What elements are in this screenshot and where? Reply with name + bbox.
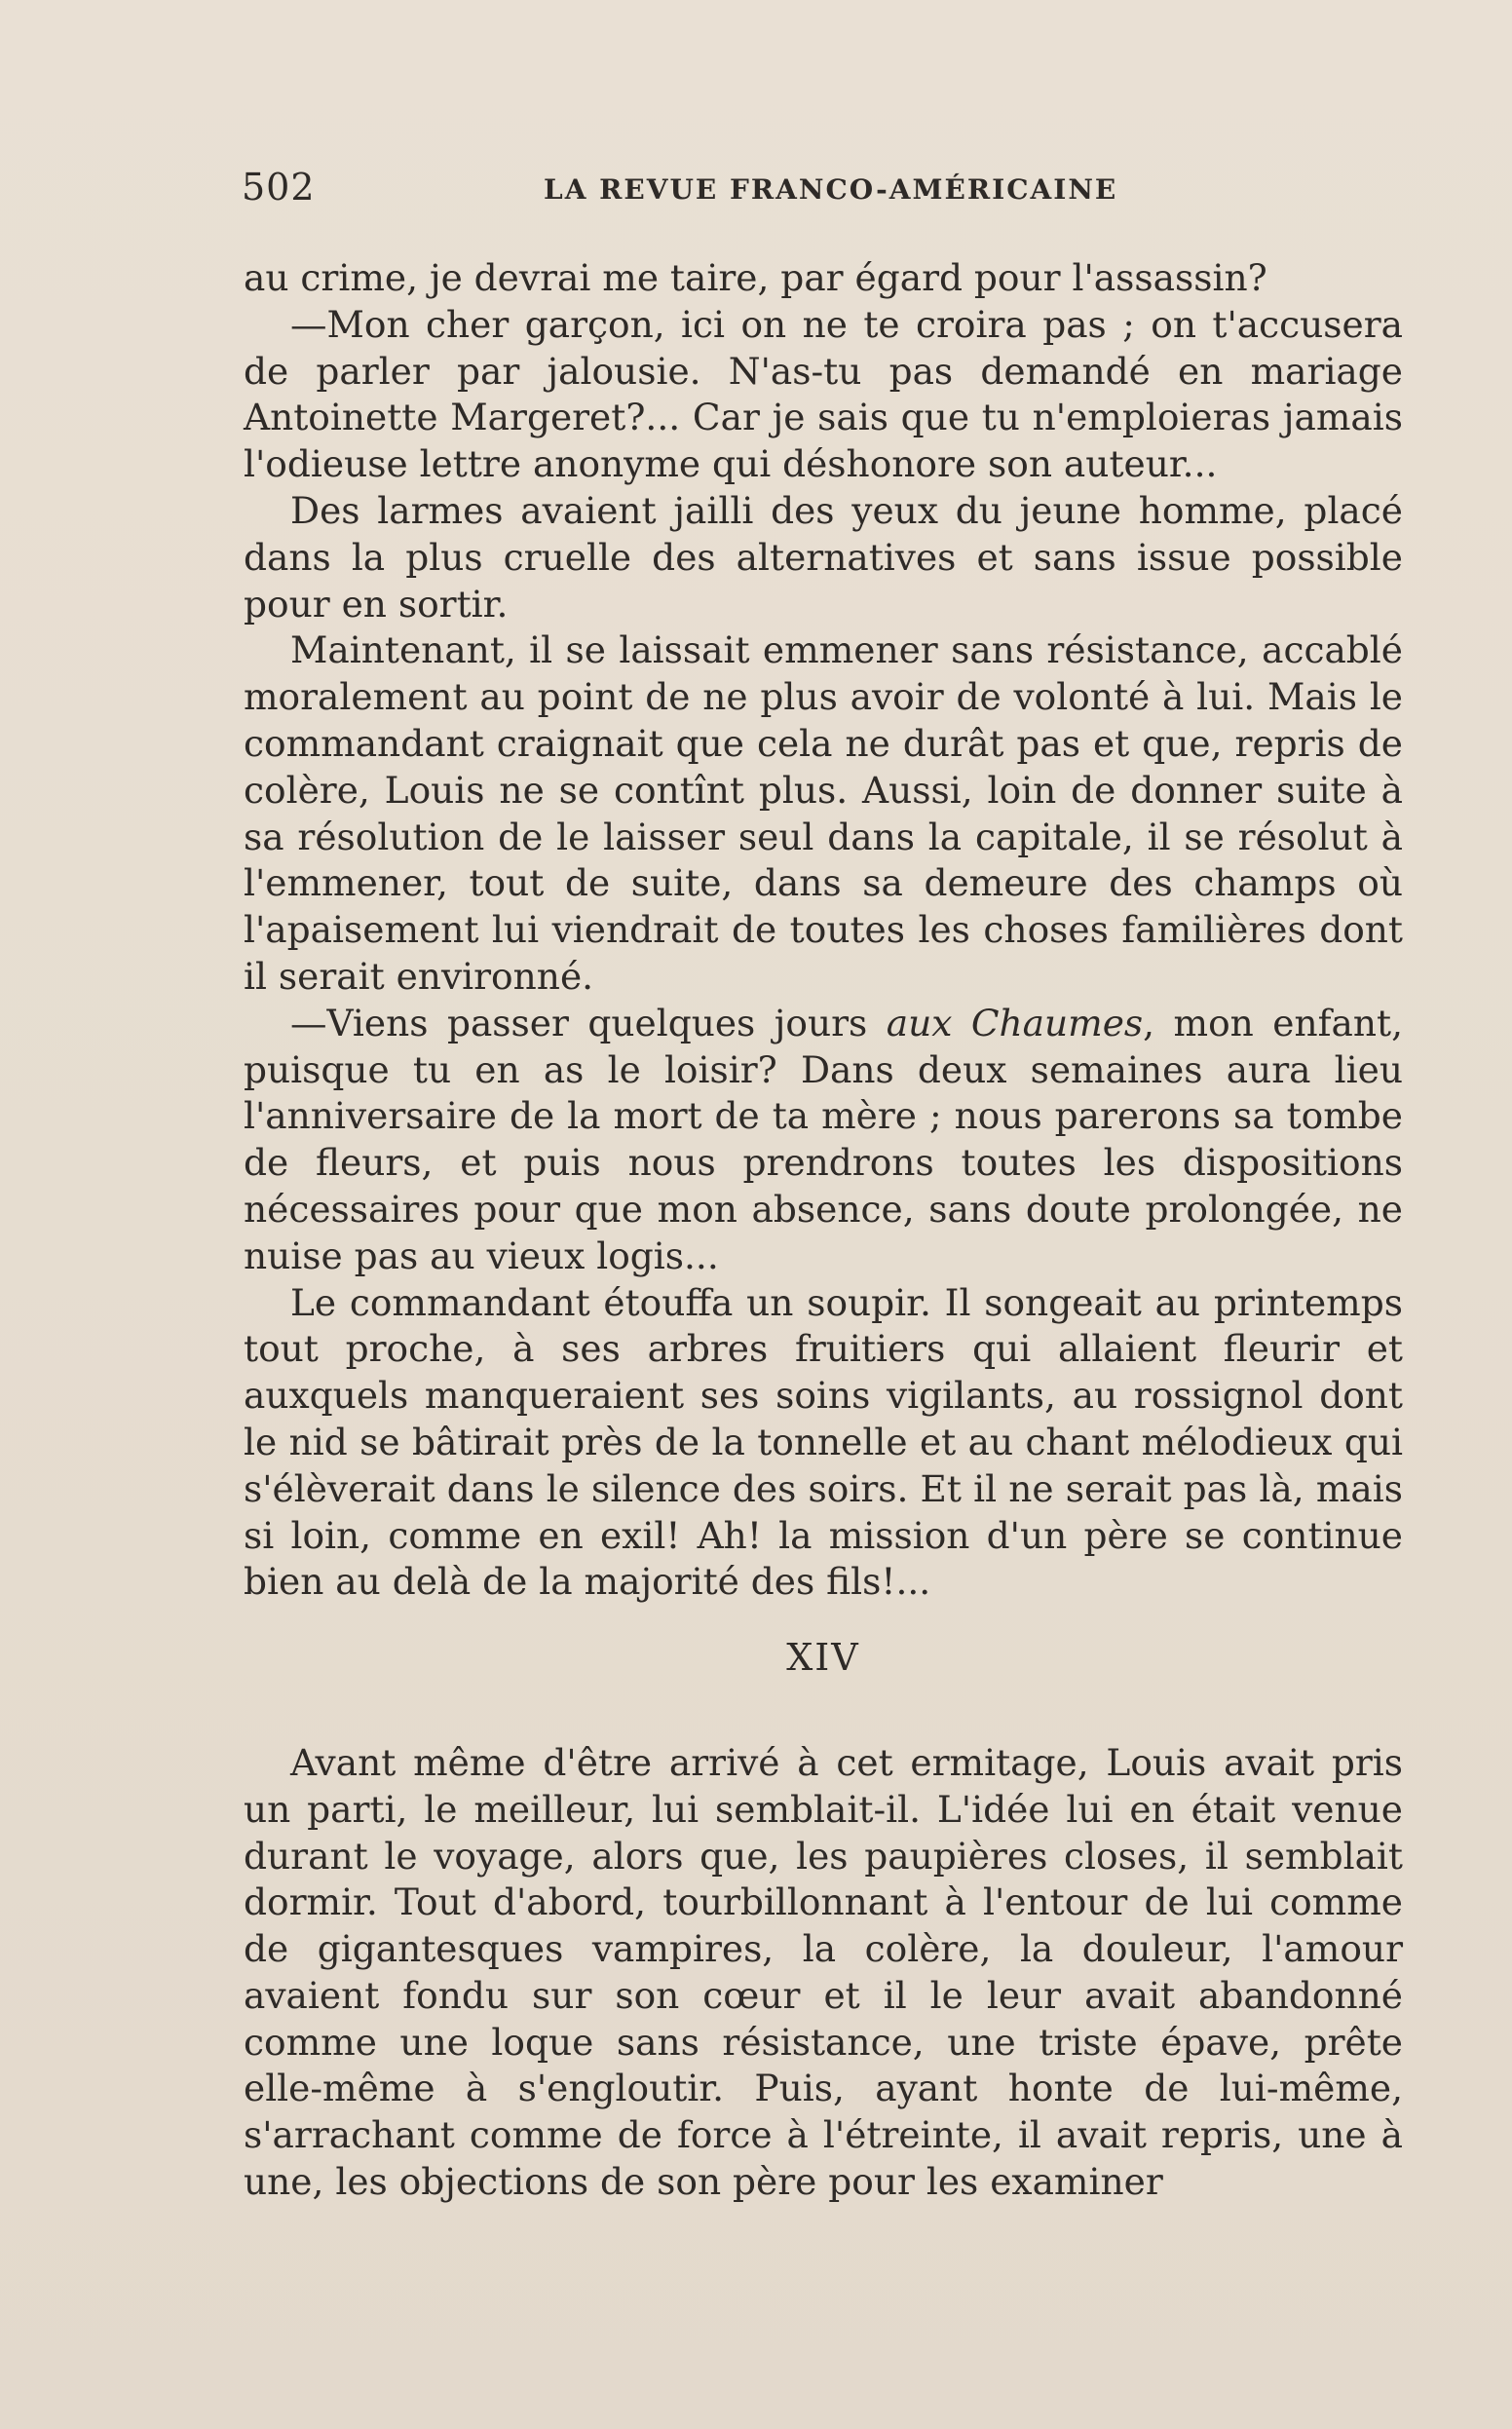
paragraph: Maintenant, il se laissait emmener sans résistance, accablé moralement au point de ne plus avoir de volonté à lui. Mais le commandant craignait que cela ne durât pas et que, repris de colère, Louis ne se contînt plus. Aussi, loin de donner suite à sa résolution de le laisser seul dans la capitale, il se résolut à l'emmener, tout de suite, dans sa demeure des champs où l'apaisement lui viendrait de toutes les choses familières dont il serait environné. (244, 628, 1403, 998)
chapter-heading: XIV (786, 1636, 860, 1680)
page-number: 502 (242, 166, 316, 209)
page-header (242, 166, 1411, 214)
paragraph: Des larmes avaient jailli des yeux du jeune homme, placé dans la plus cruelle des alternatives et sans issue possible pour en sortir. (244, 488, 1403, 626)
paragraph: Avant même d'être arrivé à cet ermitage, Louis avait pris un parti, le meilleur, lui semblait-il. L'idée lui en était venue durant le voyage, alors que, les paupières closes, il semblait dormir. Tout d'abord, tourbillonnant à l'entour de lui comme de gigantesques vampires, la colère, la douleur, l'amour avaient fondu sur son cœur et il le leur avait abandonné comme une loque sans résistance, une triste épave, prête elle-même à s'engloutir. Puis, ayant honte de lui-même, s'arrachant comme de force à l'étreinte, il avait repris, une à une, les objections de son père pour les examiner (244, 1740, 1403, 2204)
paragraph: Le commandant étouffa un soupir. Il songeait au printemps tout proche, à ses arbres fruitiers qui allaient fleurir et auxquels manqueraient ses soins vigilants, au rossignol dont le nid se bâtirait près de la tonnelle et au chant mélodieux qui s'élèverait dans le silence des soirs. Et il ne serait pas là, mais si loin, comme en exil! Ah! la mission d'un père se continue bien au delà de la majorité des fils!... (244, 1280, 1403, 1604)
italic-place-name: aux Chaumes (886, 1001, 1144, 1044)
running-title: LA REVUE FRANCO-AMÉRICAINE (544, 173, 1118, 206)
paragraph-text: , mon enfant, puisque tu en as le loisir? Dans deux semaines aura lieu l'anniversaire de la mort de ta mère ; nous parerons sa tombe de fleurs, et puis nous prendrons toutes les dispositions nécessaires pour que mon absence, sans doute prolongée, ne nuise pas au vieux logis... (244, 1001, 1403, 1277)
paragraph: au crime, je devrai me taire, par égard pour l'assassin? (244, 256, 1267, 299)
paragraph: —Mon cher garçon, ici on ne te croira pas ; on t'accusera de parler par jalousie. N'as-tu pas demandé en mariage Antoinette Margeret?... Car je sais que tu n'emploieras jamais l'odieuse lettre anonyme qui déshonore son auteur... (244, 302, 1403, 486)
paragraph (244, 1001, 1403, 1280)
paragraph-text: —Viens passer quelques jours (290, 1001, 887, 1044)
body-text (244, 255, 1403, 2206)
